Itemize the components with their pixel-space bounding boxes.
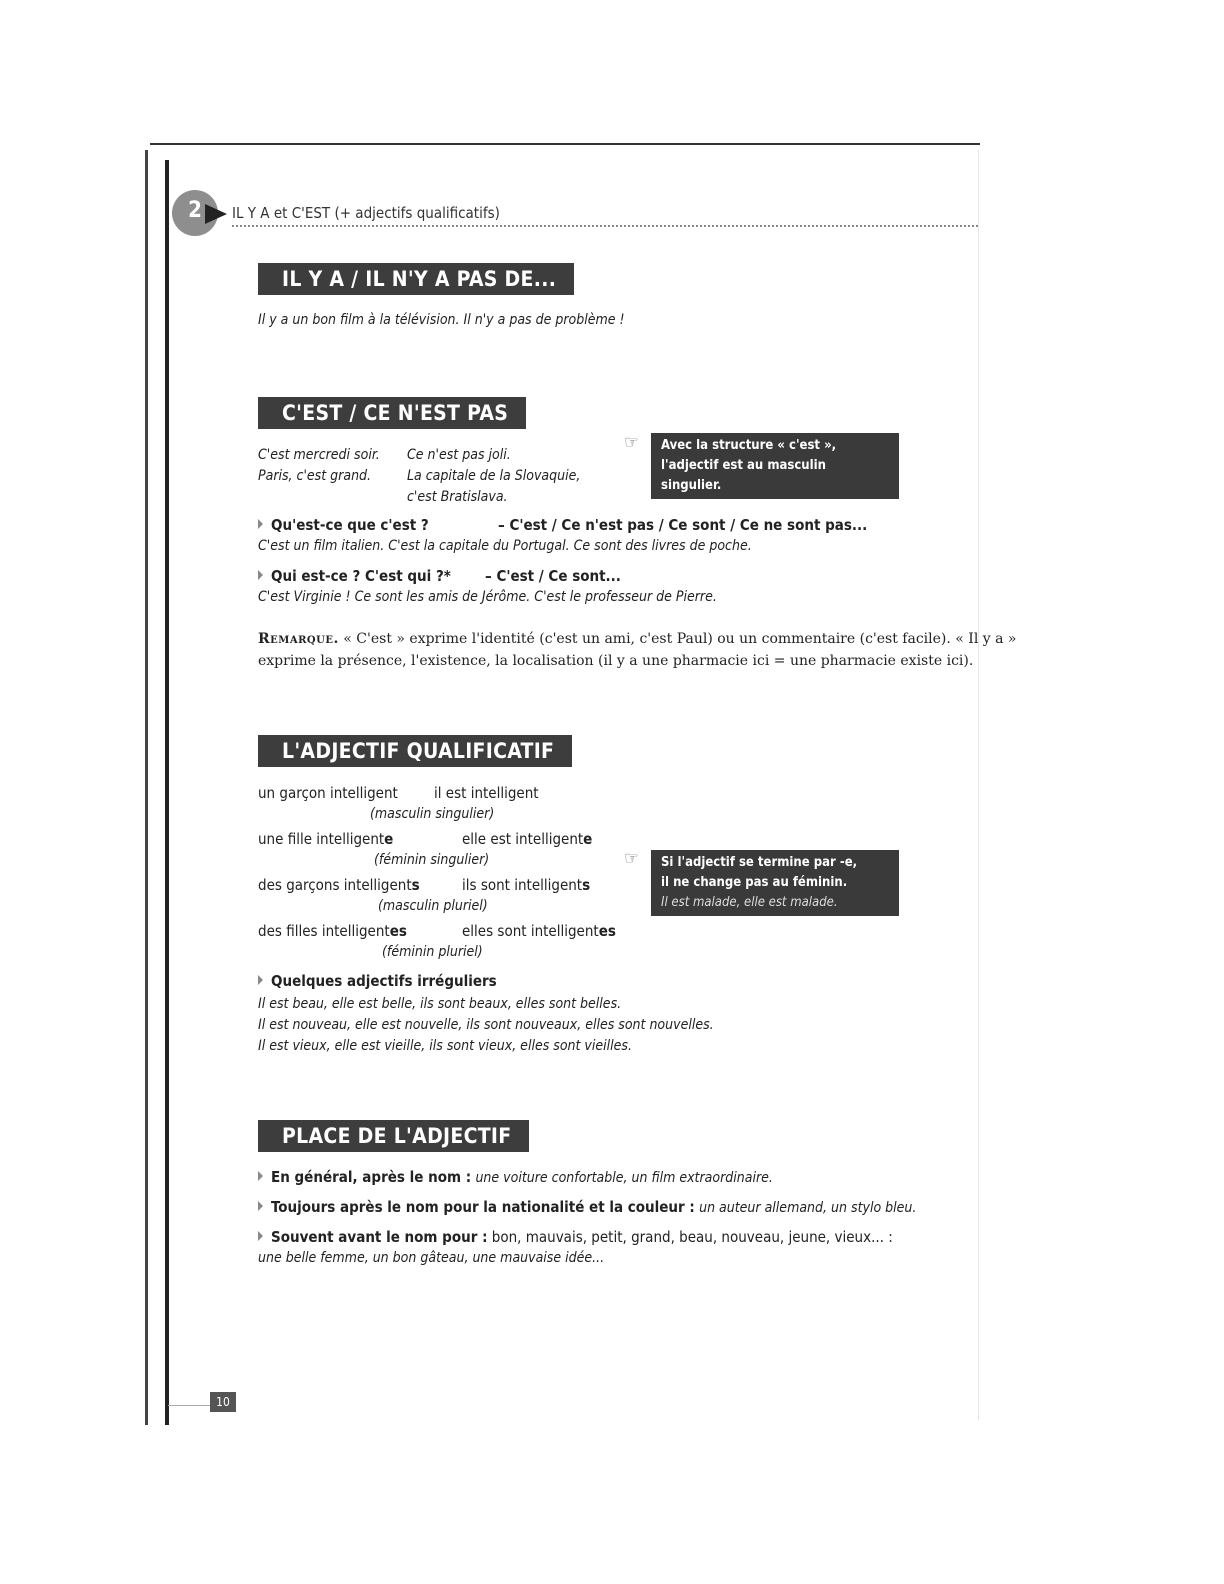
rule-label: En général, après le nom : bbox=[271, 1168, 472, 1186]
rule-label: Toujours après le nom pour la nationalité et la couleur : bbox=[271, 1198, 695, 1216]
irregular-line: Il est vieux, elle est vieille, ils sont vieux, elles sont vieilles. bbox=[258, 1038, 632, 1054]
ending: e bbox=[384, 830, 394, 848]
gender-gloss: (féminin singulier) bbox=[374, 852, 490, 868]
left-rule bbox=[145, 150, 148, 1425]
place-rule-3 bbox=[258, 1228, 893, 1246]
triangle-bullet-icon bbox=[258, 1231, 263, 1241]
irregular-line: Il est nouveau, elle est nouvelle, ils sont nouveaux, elles sont nouvelles. bbox=[258, 1017, 714, 1033]
adj-row-noun bbox=[258, 922, 407, 940]
answer-c-est-ce-sont: – C'est / Ce sont... bbox=[485, 567, 621, 585]
adj-row-pronoun bbox=[462, 922, 616, 940]
section-heading-place: PLACE DE L'ADJECTIF bbox=[258, 1120, 529, 1152]
example-line: Ce n'est pas joli. bbox=[407, 447, 511, 463]
ending: s bbox=[582, 876, 591, 894]
example-line: Paris, c'est grand. bbox=[258, 468, 372, 484]
noun-phrase: un garçon intelligent bbox=[258, 784, 398, 802]
note-line: singulier. bbox=[661, 478, 722, 493]
remark-label: Remarque. bbox=[258, 631, 339, 647]
ending: s bbox=[411, 876, 420, 894]
chapter-number: 2 bbox=[188, 198, 202, 223]
note-box-adjectif bbox=[651, 850, 899, 916]
page-number: 10 bbox=[210, 1392, 236, 1412]
ending: es bbox=[598, 922, 616, 940]
left-rule-bold bbox=[165, 160, 169, 1425]
adj-row-noun bbox=[258, 876, 420, 894]
ending: es bbox=[389, 922, 407, 940]
answer-c-est: – C'est / Ce n'est pas / Ce sont / Ce ne sont pas... bbox=[498, 516, 868, 534]
pronoun-phrase: elles sont intelligent bbox=[462, 922, 599, 940]
remark-line-1 bbox=[258, 628, 1017, 650]
pronoun-phrase: ils sont intelligent bbox=[462, 876, 583, 894]
pointing-hand-icon: ☞ bbox=[624, 848, 639, 869]
example-line: C'est mercredi soir. bbox=[258, 447, 380, 463]
c-est-examples-col1 bbox=[258, 445, 380, 487]
example-line: La capitale de la Slovaquie, bbox=[407, 468, 581, 484]
pronoun-phrase: elle est intelligent bbox=[462, 830, 584, 848]
note-line: Avec la structure « c'est », bbox=[661, 438, 837, 453]
pointing-hand-icon: ☞ bbox=[624, 432, 639, 453]
c-est-examples-col2 bbox=[407, 445, 580, 508]
adj-row-noun bbox=[258, 830, 393, 848]
remark bbox=[258, 628, 1017, 672]
rule-example: un auteur allemand, un stylo bleu. bbox=[699, 1200, 917, 1216]
gender-gloss: (féminin pluriel) bbox=[382, 944, 483, 960]
chapter-title: IL Y A et C'EST (+ adjectifs qualificatifs) bbox=[232, 204, 500, 222]
irregular-heading bbox=[258, 972, 497, 990]
place-rule-1 bbox=[258, 1168, 773, 1186]
note-line: il ne change pas au féminin. bbox=[661, 875, 848, 890]
question-qu-est-ce bbox=[258, 516, 429, 534]
irregular-examples bbox=[258, 994, 714, 1057]
gender-gloss: (masculin pluriel) bbox=[378, 898, 488, 914]
note-line: l'adjectif est au masculin bbox=[661, 458, 826, 473]
question-label: Qui est-ce ? C'est qui ?* bbox=[271, 567, 451, 585]
noun-phrase: des garçons intelligent bbox=[258, 876, 412, 894]
irregular-line: Il est beau, elle est belle, ils sont beaux, elles sont belles. bbox=[258, 996, 622, 1012]
right-rule bbox=[978, 150, 979, 1420]
header-dotted-rule bbox=[232, 225, 978, 227]
remark-text: « C'est » exprime l'identité (c'est un ami, c'est Paul) ou un commentaire (c'est facile). « Il y a » bbox=[343, 631, 1017, 647]
section-heading-adjectif: L'ADJECTIF QUALIFICATIF bbox=[258, 735, 572, 767]
note-box-c-est bbox=[651, 433, 899, 499]
gender-gloss: (masculin singulier) bbox=[370, 806, 495, 822]
example-line: c'est Bratislava. bbox=[407, 489, 508, 505]
noun-phrase: une fille intelligent bbox=[258, 830, 385, 848]
note-line: Si l'adjectif se termine par -e, bbox=[661, 855, 858, 870]
question1-example: C'est un film italien. C'est la capitale du Portugal. Ce sont des livres de poche. bbox=[258, 538, 752, 554]
remark-line-2: exprime la présence, l'existence, la localisation (il y a une pharmacie ici = une pharmacie existe ici). bbox=[258, 653, 974, 669]
top-rule bbox=[150, 143, 980, 145]
triangle-bullet-icon bbox=[258, 975, 263, 985]
rule-text: bon, mauvais, petit, grand, beau, nouveau, jeune, vieux... : bbox=[491, 1228, 893, 1246]
irregular-label: Quelques adjectifs irréguliers bbox=[271, 972, 497, 990]
noun-phrase: des filles intelligent bbox=[258, 922, 390, 940]
note-example: Il est malade, elle est malade. bbox=[661, 895, 838, 910]
adj-row-pronoun bbox=[462, 830, 592, 848]
place-rule-2 bbox=[258, 1198, 916, 1216]
chapter-wedge-icon bbox=[205, 204, 227, 224]
question-qui-est-ce bbox=[258, 567, 451, 585]
triangle-bullet-icon bbox=[258, 1171, 263, 1181]
triangle-bullet-icon bbox=[258, 1201, 263, 1211]
place-rule-3-example: une belle femme, un bon gâteau, une mauvaise idée... bbox=[258, 1250, 605, 1266]
adj-row-pronoun bbox=[434, 784, 539, 802]
rule-example: une voiture confortable, un film extraordinaire. bbox=[475, 1170, 773, 1186]
question-label: Qu'est-ce que c'est ? bbox=[271, 516, 429, 534]
section-heading-il-y-a: IL Y A / IL N'Y A PAS DE... bbox=[258, 263, 574, 295]
question2-example: C'est Virginie ! Ce sont les amis de Jérôme. C'est le professeur de Pierre. bbox=[258, 589, 717, 605]
triangle-bullet-icon bbox=[258, 570, 263, 580]
triangle-bullet-icon bbox=[258, 519, 263, 529]
ending: e bbox=[583, 830, 593, 848]
adj-row-noun bbox=[258, 784, 398, 802]
footer-rule bbox=[168, 1405, 210, 1406]
rule-label: Souvent avant le nom pour : bbox=[271, 1228, 488, 1246]
section-heading-c-est: C'EST / CE N'EST PAS bbox=[258, 397, 526, 429]
pronoun-phrase: il est intelligent bbox=[434, 784, 539, 802]
section1-example: Il y a un bon film à la télévision. Il n'y a pas de problème ! bbox=[258, 312, 625, 328]
adj-row-pronoun bbox=[462, 876, 590, 894]
